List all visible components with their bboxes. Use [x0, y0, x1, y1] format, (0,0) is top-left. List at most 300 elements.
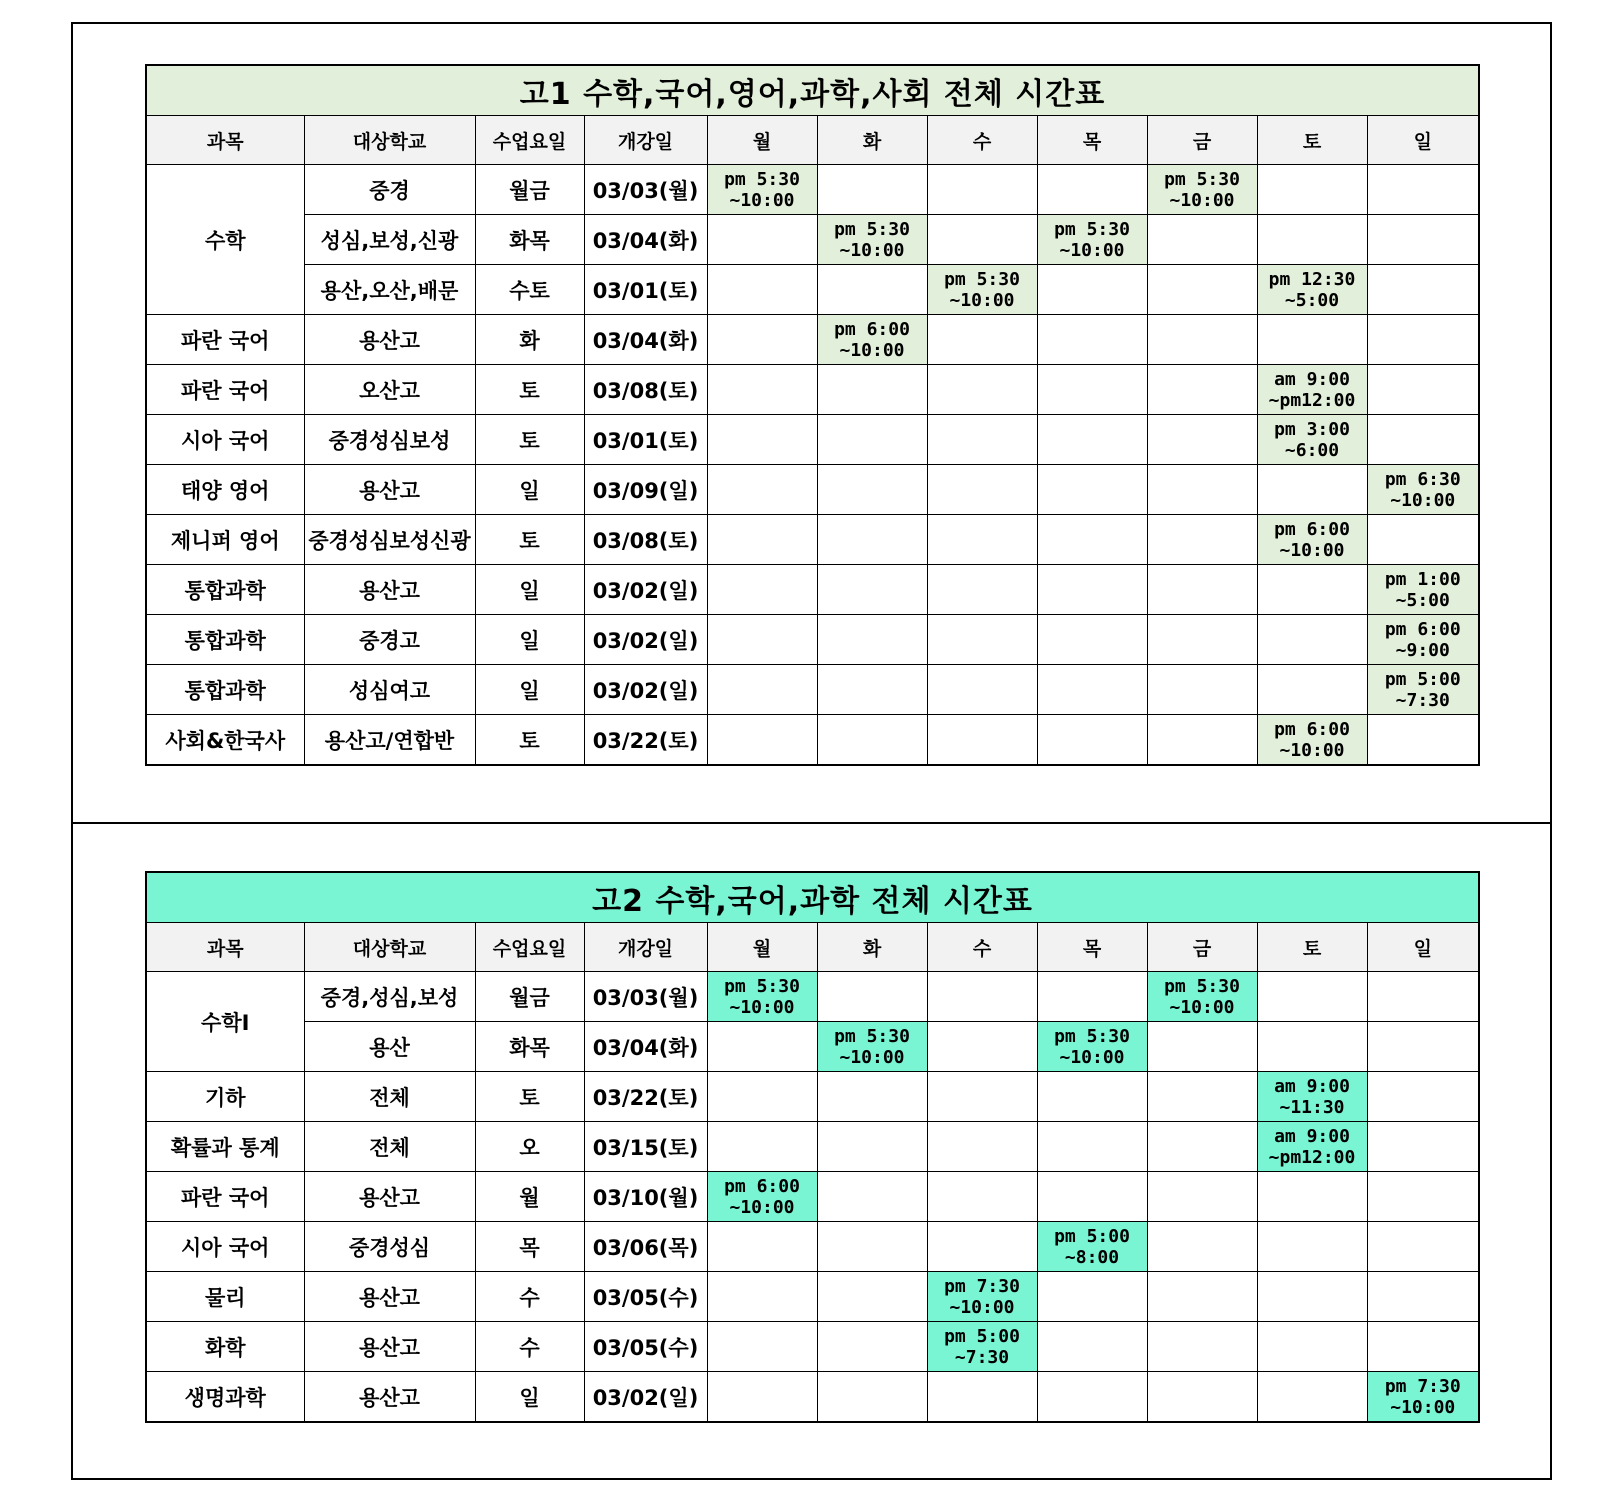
subject-cell: 확률과 통계 [146, 1122, 304, 1172]
empty-slot-cell [707, 1222, 817, 1272]
subject-cell: 파란 국어 [146, 1172, 304, 1222]
empty-slot-cell [1367, 515, 1479, 565]
start-date-cell: 03/08(토) [584, 365, 707, 415]
empty-slot-cell [1257, 215, 1367, 265]
school-cell: 오산고 [304, 365, 475, 415]
column-header: 금 [1147, 923, 1257, 972]
empty-slot-cell [707, 415, 817, 465]
empty-slot-cell [817, 665, 927, 715]
empty-slot-cell [1037, 1322, 1147, 1372]
column-header: 일 [1367, 923, 1479, 972]
time-slot-line: ~7:30 [954, 1346, 1010, 1368]
time-slot-line: am 9:00 [1274, 1125, 1350, 1147]
empty-slot-cell [1037, 565, 1147, 615]
empty-slot-cell [707, 565, 817, 615]
table-row [146, 215, 1479, 265]
empty-slot-cell [927, 515, 1037, 565]
empty-slot-cell [1037, 165, 1147, 215]
empty-slot-cell [1147, 265, 1257, 315]
time-slot-line: pm 5:30 [1054, 1025, 1130, 1047]
time-slot-line: pm 5:30 [834, 218, 910, 240]
empty-slot-cell [927, 1372, 1037, 1423]
school-cell: 전체 [304, 1122, 475, 1172]
start-date-cell: 03/02(일) [584, 565, 707, 615]
time-slot-line: pm 5:30 [724, 168, 800, 190]
time-slot-cell [1147, 165, 1257, 215]
empty-slot-cell [1257, 465, 1367, 515]
subject-cell: 기하 [146, 1072, 304, 1122]
start-date-cell: 03/04(화) [584, 215, 707, 265]
empty-slot-cell [927, 565, 1037, 615]
empty-slot-cell [707, 465, 817, 515]
subject-cell: 수학I [146, 972, 304, 1072]
time-slot-cell [1367, 665, 1479, 715]
start-date-cell: 03/03(월) [584, 165, 707, 215]
header-row [146, 923, 1479, 972]
empty-slot-cell [1367, 265, 1479, 315]
empty-slot-cell [1037, 1122, 1147, 1172]
days-cell: 수토 [475, 265, 584, 315]
time-slot-line: am 9:00 [1274, 1075, 1350, 1097]
table-row [146, 515, 1479, 565]
time-slot-cell [707, 165, 817, 215]
start-date-cell: 03/08(토) [584, 515, 707, 565]
empty-slot-cell [1257, 165, 1367, 215]
empty-slot-cell [707, 365, 817, 415]
empty-slot-cell [817, 1272, 927, 1322]
empty-slot-cell [817, 1122, 927, 1172]
empty-slot-cell [927, 1222, 1037, 1272]
empty-slot-cell [1037, 972, 1147, 1022]
time-slot-line: ~5:00 [1395, 589, 1450, 611]
empty-slot-cell [1367, 365, 1479, 415]
empty-slot-cell [817, 615, 927, 665]
time-slot-line: pm 6:00 [1274, 518, 1350, 540]
table-row [146, 1072, 1479, 1122]
empty-slot-cell [1147, 565, 1257, 615]
empty-slot-cell [707, 315, 817, 365]
empty-slot-cell [1037, 265, 1147, 315]
time-slot-cell [1257, 265, 1367, 315]
start-date-cell: 03/22(토) [584, 715, 707, 766]
empty-slot-cell [927, 165, 1037, 215]
school-cell: 용산고 [304, 565, 475, 615]
column-header: 수 [927, 923, 1037, 972]
school-cell: 용산고 [304, 1272, 475, 1322]
empty-slot-cell [817, 1322, 927, 1372]
days-cell: 화목 [475, 1022, 584, 1072]
time-slot-cell [1367, 615, 1479, 665]
column-header: 수업요일 [475, 923, 584, 972]
empty-slot-cell [1037, 1172, 1147, 1222]
start-date-cell: 03/05(수) [584, 1272, 707, 1322]
empty-slot-cell [707, 1072, 817, 1122]
table-row [146, 1372, 1479, 1423]
table-row [146, 1272, 1479, 1322]
column-header: 화 [817, 923, 927, 972]
time-slot-line: ~10:00 [839, 339, 905, 361]
empty-slot-cell [927, 715, 1037, 766]
school-cell: 중경성심보성신광 [304, 515, 475, 565]
time-slot-cell [1367, 465, 1479, 515]
empty-slot-cell [817, 972, 927, 1022]
school-cell: 용산,오산,배문 [304, 265, 475, 315]
empty-slot-cell [927, 465, 1037, 515]
empty-slot-cell [1037, 465, 1147, 515]
table-row [146, 665, 1479, 715]
empty-slot-cell [817, 365, 927, 415]
empty-slot-cell [927, 665, 1037, 715]
time-slot-cell [1257, 1122, 1367, 1172]
empty-slot-cell [1147, 1172, 1257, 1222]
time-slot-line: pm 5:30 [1164, 168, 1240, 190]
empty-slot-cell [707, 265, 817, 315]
empty-slot-cell [1037, 315, 1147, 365]
time-slot-line: ~10:00 [1390, 489, 1456, 511]
empty-slot-cell [817, 415, 927, 465]
school-cell: 용산고/연합반 [304, 715, 475, 766]
empty-slot-cell [1147, 465, 1257, 515]
days-cell: 목 [475, 1222, 584, 1272]
empty-slot-cell [817, 265, 927, 315]
empty-slot-cell [1147, 1072, 1257, 1122]
time-slot-line: pm 5:30 [1054, 218, 1130, 240]
school-cell: 용산고 [304, 315, 475, 365]
time-slot-line: pm 6:00 [1384, 618, 1461, 640]
time-slot-cell [1257, 1072, 1367, 1122]
time-slot-line: pm 5:30 [1164, 975, 1240, 997]
empty-slot-cell [927, 1022, 1037, 1072]
time-slot-cell [817, 215, 927, 265]
table-row [146, 1322, 1479, 1372]
column-header: 과목 [146, 116, 304, 165]
empty-slot-cell [1367, 415, 1479, 465]
time-slot-line: pm 5:30 [724, 975, 800, 997]
time-slot-line: pm 1:00 [1384, 568, 1461, 590]
subject-cell: 태양 영어 [146, 465, 304, 515]
column-header: 화 [817, 116, 927, 165]
subject-cell: 물리 [146, 1272, 304, 1322]
time-slot-line: ~10:00 [1059, 239, 1125, 261]
empty-slot-cell [1257, 1222, 1367, 1272]
empty-slot-cell [1147, 615, 1257, 665]
empty-slot-cell [707, 665, 817, 715]
empty-slot-cell [1257, 972, 1367, 1022]
time-slot-line: ~10:00 [839, 239, 905, 261]
time-slot-cell [1147, 972, 1257, 1022]
empty-slot-cell [1147, 1122, 1257, 1172]
table-row [146, 615, 1479, 665]
time-slot-line: ~10:00 [949, 1296, 1015, 1318]
empty-slot-cell [1147, 215, 1257, 265]
subject-cell: 수학 [146, 165, 304, 315]
start-date-cell: 03/09(일) [584, 465, 707, 515]
column-header: 목 [1037, 116, 1147, 165]
days-cell: 토 [475, 1072, 584, 1122]
school-cell: 중경고 [304, 615, 475, 665]
empty-slot-cell [707, 715, 817, 766]
time-slot-line: pm 6:00 [834, 318, 910, 340]
empty-slot-cell [1147, 415, 1257, 465]
school-cell: 전체 [304, 1072, 475, 1122]
days-cell: 일 [475, 565, 584, 615]
empty-slot-cell [1257, 315, 1367, 365]
empty-slot-cell [1147, 1372, 1257, 1423]
time-slot-cell [1257, 365, 1367, 415]
empty-slot-cell [1367, 972, 1479, 1022]
column-header: 개강일 [584, 116, 707, 165]
subject-cell: 시아 국어 [146, 1222, 304, 1272]
empty-slot-cell [817, 515, 927, 565]
empty-slot-cell [707, 1322, 817, 1372]
empty-slot-cell [1367, 165, 1479, 215]
empty-slot-cell [927, 1072, 1037, 1122]
days-cell: 월금 [475, 165, 584, 215]
table-row [146, 1122, 1479, 1172]
subject-cell: 통합과학 [146, 665, 304, 715]
empty-slot-cell [707, 1122, 817, 1172]
time-slot-line: pm 7:30 [944, 1275, 1020, 1297]
time-slot-line: ~10:00 [839, 1046, 905, 1068]
time-slot-line: pm 6:30 [1384, 468, 1461, 490]
table-row [146, 1022, 1479, 1072]
time-slot-cell [1037, 1022, 1147, 1072]
start-date-cell: 03/04(화) [584, 315, 707, 365]
start-date-cell: 03/01(토) [584, 415, 707, 465]
start-date-cell: 03/04(화) [584, 1022, 707, 1072]
empty-slot-cell [927, 1122, 1037, 1172]
time-slot-cell [1257, 415, 1367, 465]
column-header: 토 [1257, 923, 1367, 972]
column-header: 개강일 [584, 923, 707, 972]
empty-slot-cell [1367, 1172, 1479, 1222]
empty-slot-cell [1367, 215, 1479, 265]
days-cell: 수 [475, 1322, 584, 1372]
empty-slot-cell [1257, 1372, 1367, 1423]
empty-slot-cell [1147, 715, 1257, 766]
subject-cell: 파란 국어 [146, 365, 304, 415]
empty-slot-cell [1037, 1072, 1147, 1122]
start-date-cell: 03/01(토) [584, 265, 707, 315]
empty-slot-cell [1367, 1122, 1479, 1172]
timetable-grade2 [145, 871, 1480, 1423]
empty-slot-cell [927, 615, 1037, 665]
table-row [146, 465, 1479, 515]
start-date-cell: 03/22(토) [584, 1072, 707, 1122]
time-slot-cell [1037, 1222, 1147, 1272]
empty-slot-cell [1147, 665, 1257, 715]
start-date-cell: 03/03(월) [584, 972, 707, 1022]
days-cell: 수 [475, 1272, 584, 1322]
empty-slot-cell [707, 1272, 817, 1322]
time-slot-line: pm 5:00 [944, 1325, 1020, 1347]
time-slot-line: ~11:30 [1279, 1096, 1345, 1118]
subject-cell: 제니퍼 영어 [146, 515, 304, 565]
school-cell: 중경,성심,보성 [304, 972, 475, 1022]
time-slot-cell [707, 972, 817, 1022]
column-header: 수 [927, 116, 1037, 165]
empty-slot-cell [1037, 665, 1147, 715]
empty-slot-cell [1257, 615, 1367, 665]
table-title: 고1 수학,국어,영어,과학,사회 전체 시간표 [146, 65, 1479, 116]
start-date-cell: 03/06(목) [584, 1222, 707, 1272]
column-header: 과목 [146, 923, 304, 972]
empty-slot-cell [817, 465, 927, 515]
time-slot-cell [1367, 565, 1479, 615]
days-cell: 토 [475, 515, 584, 565]
empty-slot-cell [707, 215, 817, 265]
time-slot-line: pm 7:30 [1384, 1375, 1461, 1397]
subject-cell: 시아 국어 [146, 415, 304, 465]
empty-slot-cell [1147, 1322, 1257, 1372]
time-slot-line: ~9:00 [1395, 639, 1450, 661]
subject-cell: 파란 국어 [146, 315, 304, 365]
time-slot-line: ~10:00 [1279, 739, 1345, 761]
days-cell: 토 [475, 365, 584, 415]
time-slot-line: ~10:00 [1169, 189, 1235, 211]
empty-slot-cell [1367, 1322, 1479, 1372]
time-slot-cell [927, 1322, 1037, 1372]
time-slot-line: ~10:00 [729, 996, 795, 1018]
empty-slot-cell [1147, 515, 1257, 565]
empty-slot-cell [1037, 1372, 1147, 1423]
time-slot-line: pm 3:00 [1274, 418, 1350, 440]
school-cell: 용산 [304, 1022, 475, 1072]
time-slot-line: pm 6:00 [724, 1175, 800, 1197]
column-header: 금 [1147, 116, 1257, 165]
time-slot-line: pm 5:30 [834, 1025, 910, 1047]
empty-slot-cell [1367, 1222, 1479, 1272]
empty-slot-cell [1147, 1272, 1257, 1322]
start-date-cell: 03/05(수) [584, 1322, 707, 1372]
empty-slot-cell [1367, 1022, 1479, 1072]
empty-slot-cell [1037, 415, 1147, 465]
column-header: 일 [1367, 116, 1479, 165]
time-slot-line: am 9:00 [1274, 368, 1350, 390]
empty-slot-cell [1037, 365, 1147, 415]
column-header: 수업요일 [475, 116, 584, 165]
column-header: 월 [707, 923, 817, 972]
empty-slot-cell [927, 972, 1037, 1022]
table-row [146, 315, 1479, 365]
time-slot-line: ~6:00 [1284, 439, 1340, 461]
empty-slot-cell [1367, 1072, 1479, 1122]
empty-slot-cell [1147, 365, 1257, 415]
empty-slot-cell [1257, 1022, 1367, 1072]
empty-slot-cell [1147, 1022, 1257, 1072]
days-cell: 월 [475, 1172, 584, 1222]
empty-slot-cell [817, 1172, 927, 1222]
table-row [146, 1222, 1479, 1272]
time-slot-line: ~10:00 [1390, 1396, 1456, 1418]
days-cell: 화목 [475, 215, 584, 265]
table-title: 고2 수학,국어,과학 전체 시간표 [146, 872, 1479, 923]
empty-slot-cell [1367, 1272, 1479, 1322]
empty-slot-cell [817, 1072, 927, 1122]
table-row [146, 715, 1479, 766]
days-cell: 토 [475, 415, 584, 465]
table-row [146, 972, 1479, 1022]
time-slot-line: ~7:30 [1395, 689, 1450, 711]
empty-slot-cell [817, 1372, 927, 1423]
time-slot-line: pm 6:00 [1274, 718, 1350, 740]
time-slot-line: pm 5:30 [944, 268, 1020, 290]
empty-slot-cell [927, 1172, 1037, 1222]
table-row [146, 565, 1479, 615]
days-cell: 화 [475, 315, 584, 365]
school-cell: 용산고 [304, 1322, 475, 1372]
days-cell: 월금 [475, 972, 584, 1022]
time-slot-line: pm 5:00 [1384, 668, 1461, 690]
time-slot-line: ~pm12:00 [1268, 1146, 1356, 1168]
empty-slot-cell [817, 565, 927, 615]
subject-cell: 화학 [146, 1322, 304, 1372]
time-slot-line: pm 12:30 [1268, 268, 1356, 290]
subject-cell: 사회&한국사 [146, 715, 304, 766]
empty-slot-cell [927, 365, 1037, 415]
school-cell: 중경성심 [304, 1222, 475, 1272]
school-cell: 용산고 [304, 465, 475, 515]
school-cell: 중경 [304, 165, 475, 215]
start-date-cell: 03/15(토) [584, 1122, 707, 1172]
days-cell: 토 [475, 715, 584, 766]
empty-slot-cell [707, 515, 817, 565]
days-cell: 일 [475, 1372, 584, 1423]
time-slot-line: ~5:00 [1284, 289, 1340, 311]
table-row [146, 265, 1479, 315]
header-row [146, 116, 1479, 165]
empty-slot-cell [817, 1222, 927, 1272]
empty-slot-cell [1147, 315, 1257, 365]
empty-slot-cell [1257, 565, 1367, 615]
empty-slot-cell [1037, 715, 1147, 766]
subject-cell: 생명과학 [146, 1372, 304, 1423]
time-slot-cell [927, 265, 1037, 315]
start-date-cell: 03/02(일) [584, 1372, 707, 1423]
time-slot-line: ~10:00 [729, 1196, 795, 1218]
empty-slot-cell [1037, 615, 1147, 665]
table-row [146, 1172, 1479, 1222]
empty-slot-cell [1037, 1272, 1147, 1322]
days-cell: 일 [475, 465, 584, 515]
empty-slot-cell [1257, 1272, 1367, 1322]
school-cell: 중경성심보성 [304, 415, 475, 465]
empty-slot-cell [817, 715, 927, 766]
time-slot-line: ~pm12:00 [1268, 389, 1356, 411]
school-cell: 성심,보성,신광 [304, 215, 475, 265]
days-cell: 일 [475, 615, 584, 665]
empty-slot-cell [927, 215, 1037, 265]
empty-slot-cell [817, 165, 927, 215]
time-slot-line: ~10:00 [729, 189, 795, 211]
school-cell: 성심여고 [304, 665, 475, 715]
start-date-cell: 03/10(월) [584, 1172, 707, 1222]
column-header: 대상학교 [304, 116, 475, 165]
empty-slot-cell [1037, 515, 1147, 565]
time-slot-line: ~10:00 [949, 289, 1015, 311]
time-slot-cell [1257, 515, 1367, 565]
column-header: 토 [1257, 116, 1367, 165]
empty-slot-cell [927, 315, 1037, 365]
empty-slot-cell [1257, 1322, 1367, 1372]
table-row [146, 165, 1479, 215]
start-date-cell: 03/02(일) [584, 615, 707, 665]
column-header: 대상학교 [304, 923, 475, 972]
time-slot-cell [817, 315, 927, 365]
empty-slot-cell [707, 615, 817, 665]
days-cell: 일 [475, 665, 584, 715]
time-slot-cell [817, 1022, 927, 1072]
